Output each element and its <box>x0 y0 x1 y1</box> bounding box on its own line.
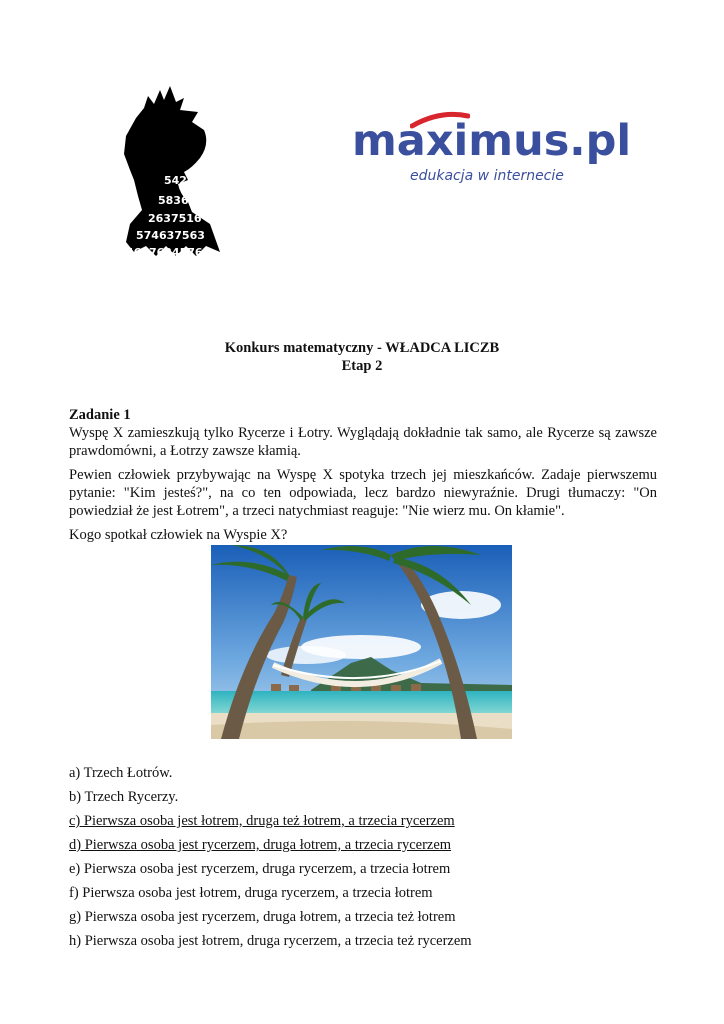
contest-title: Konkurs matematyczny - WŁADCA LICZB <box>224 340 500 356</box>
task-content <box>69 406 657 550</box>
answer-d: d) Pierwsza osoba jest rycerzem, druga łotrem, a trzecia rycerzem <box>69 837 452 853</box>
answer-h: h) Pierwsza osoba jest łotrem, druga rycerzem, a trzecia też rycerzem <box>69 933 472 949</box>
maximus-logo <box>350 116 632 196</box>
digits-line-3: 2637516 <box>148 212 202 225</box>
answer-b: b) Trzech Rycerzy. <box>69 789 179 805</box>
answer-c: c) Pierwsza osoba jest łotrem, druga też łotrem, a trzecia rycerzem <box>69 813 455 829</box>
answer-a: a) Trzech Łotrów. <box>69 765 173 781</box>
task-paragraph-2: Pewien człowiek przybywając na Wyspę X spotyka trzech jej mieszkańców. Zadaje pierwszemu pytanie: "Kim jesteś?", na co ten odpowiada, lecz bardzo niewyraźnie. Drugi tłumaczy: "On powiedział że jest Łotrem", a trzeci natychmiast reaguje: "Nie wierz mu. On kłamie". <box>69 467 657 519</box>
answer-f: f) Pierwsza osoba jest łotrem, druga rycerzem, a trzecia łotrem <box>69 885 433 901</box>
digits-line-4: 574637563 <box>136 229 205 242</box>
chess-king-icon <box>120 84 228 262</box>
chess-king-logo <box>120 84 228 262</box>
digits-line-5: 46576345765 <box>126 246 211 259</box>
brand-tagline: edukacja w internecie <box>410 168 564 184</box>
digits-line-1: 54235 <box>164 174 203 187</box>
beach-illustration-icon <box>211 545 512 739</box>
answer-e: e) Pierwsza osoba jest rycerzem, druga rycerzem, a trzecia łotrem <box>69 861 451 877</box>
task-question: Kogo spotkał człowiek na Wyspie X? <box>69 527 288 543</box>
answer-list <box>69 764 669 956</box>
stage-subtitle: Etap 2 <box>341 358 383 374</box>
answer-g: g) Pierwsza osoba jest rycerzem, druga łotrem, a trzecia też łotrem <box>69 909 456 925</box>
page-title <box>0 339 724 375</box>
beach-hammock-photo <box>211 545 512 739</box>
digits-line-2: 583645 <box>158 194 204 207</box>
task-heading: Zadanie 1 <box>69 407 131 423</box>
brand-name: maximus.pl <box>352 116 632 166</box>
task-paragraph-1: Wyspę X zamieszkują tylko Rycerze i Łotry. Wyglądają dokładnie tak samo, ale Rycerze są zawsze prawdomówni, a Łotrzy zawsze kłamią. <box>69 425 657 459</box>
